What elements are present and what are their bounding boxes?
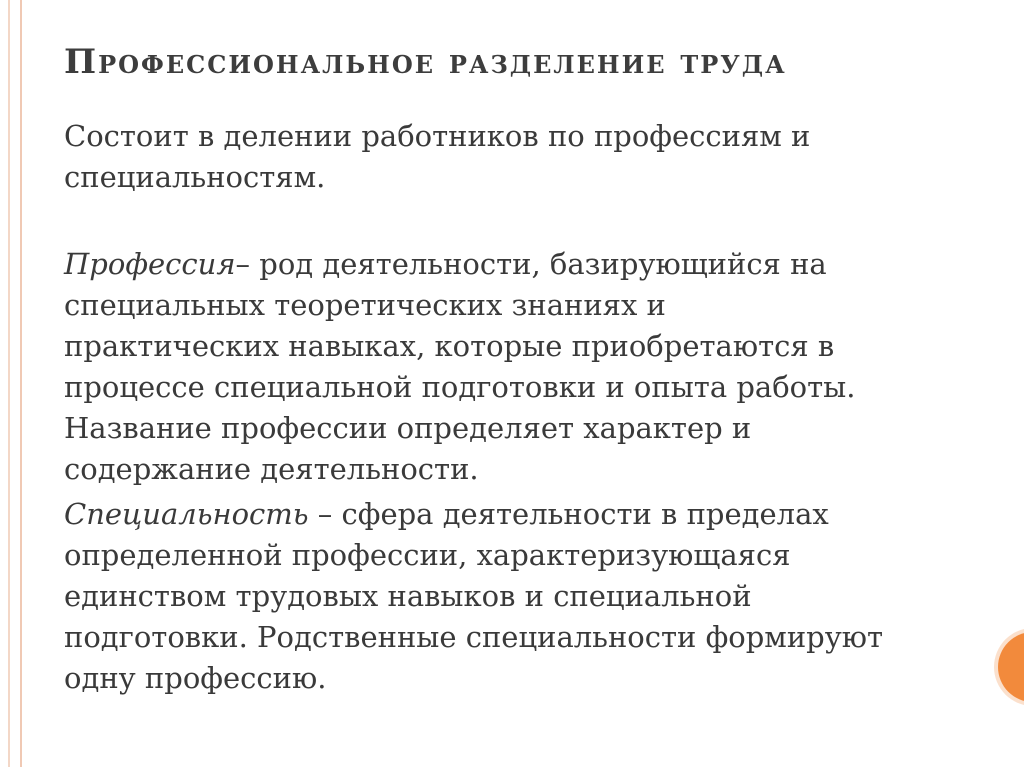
paragraph-line: единством трудовых навыков и специальной	[64, 579, 752, 613]
paragraph-specialty	[64, 494, 1024, 699]
slide-title: Профессиональное разделение труда	[64, 42, 787, 82]
paragraph-first-line	[64, 494, 1024, 535]
left-border-line	[8, 0, 10, 767]
paragraph-line: содержание деятельности.	[64, 452, 479, 486]
paragraph-line: подготовки. Родственные специальности формируют	[64, 620, 884, 654]
term-specialty: Специальность	[64, 497, 309, 531]
term-definition-start: – сфера деятельности в пределах	[308, 497, 829, 531]
paragraph-line: определенной профессии, характеризующаяся	[64, 538, 791, 572]
paragraph-first-line	[64, 244, 1024, 285]
paragraph-definition	[64, 116, 1024, 198]
paragraph-line: специальных теоретических знаниях и	[64, 288, 666, 322]
paragraph-profession	[64, 244, 1024, 490]
left-border-decoration	[0, 0, 22, 767]
term-definition-start: – род деятельности, базирующийся на	[235, 247, 827, 281]
paragraph-line: одну профессию.	[64, 661, 327, 695]
paragraph-line: практических навыках, которые приобретаются в	[64, 329, 835, 363]
paragraph-line: процессе специальной подготовки и опыта работы.	[64, 370, 856, 404]
paragraph-line: Название профессии определяет характер и	[64, 411, 752, 445]
paragraph-line: Состоит в делении работников по профессиям и	[64, 119, 811, 153]
paragraph-line: специальностям.	[64, 160, 326, 194]
slide-content	[64, 116, 1024, 699]
term-profession: Профессия	[64, 247, 236, 281]
